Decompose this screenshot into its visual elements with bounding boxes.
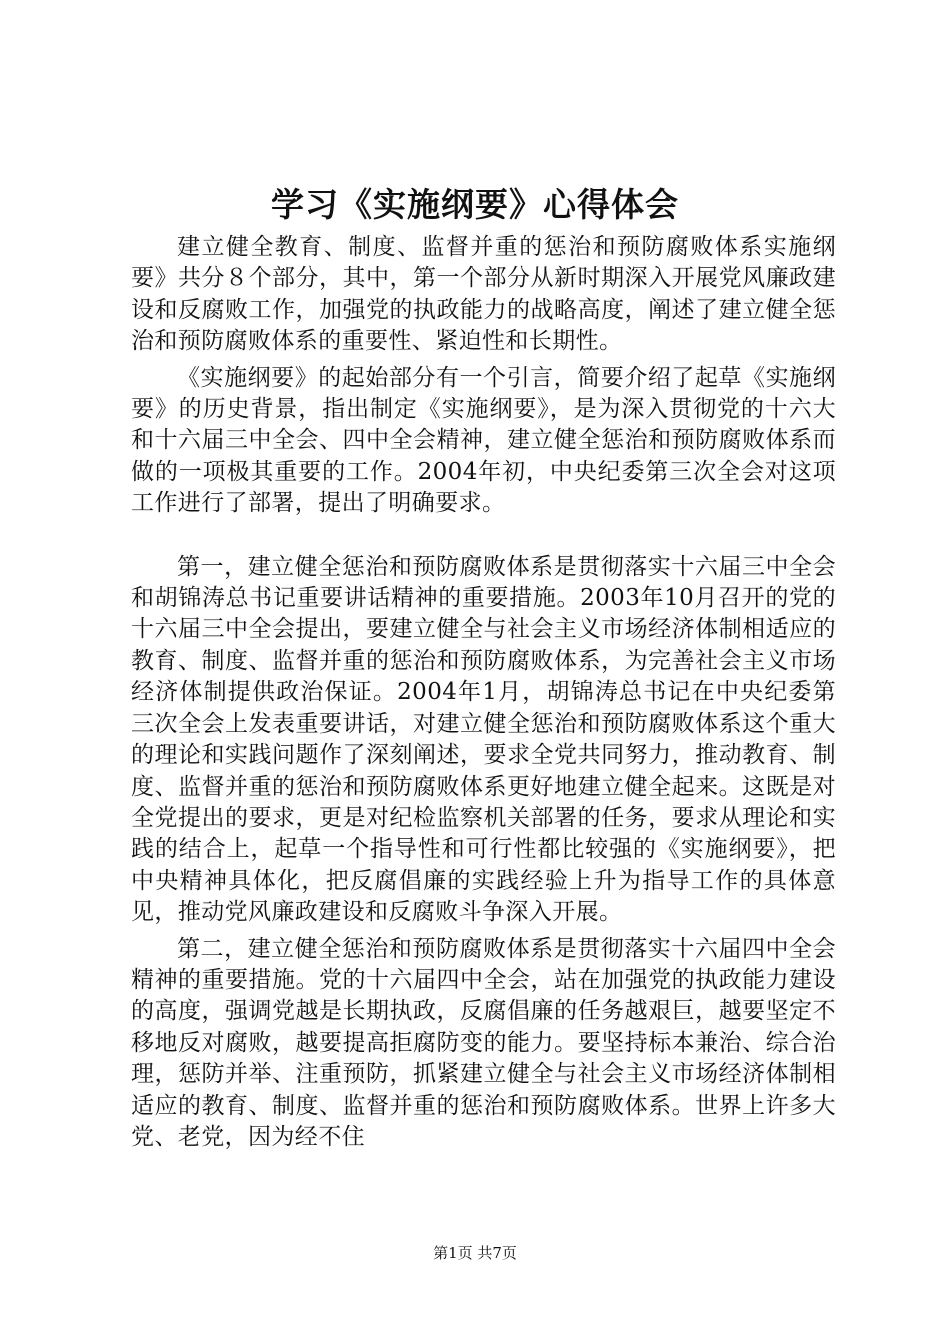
paragraph-first-point: 第一，建立健全惩治和预防腐败体系是贯彻落实十六届三中全会和胡锦涛总书记重要讲话精神的重要措施。2003年10月召开的党的十六届三中全会提出，要建立健全与社会主义市场经济体制相适应的教育、制度、监督并重的惩治和预防腐败体系，为完善社会主义市场经济体制提供政治保证。2004年1月，胡锦涛总书记在中央纪委第三次全会上发表重要讲话，对建立健全惩治和预防腐败体系这个重大的理论和实践问题作了深刻阐述，要求全党共同努力，推动教育、制度、监督并重的惩治和预防腐败体系更好地建立健全起来。这既是对全党提出的要求，更是对纪检监察机关部署的任务，要求从理论和实践的结合上，起草一个指导性和可行性都比较强的《实施纲要》，把中央精神具体化，把反腐倡廉的实践经验上升为指导工作的具体意见，推动党风廉政建设和反腐败斗争深入开展。 xyxy=(131,553,836,926)
page-number-footer: 第1页 共7页 xyxy=(433,1244,517,1262)
page-title: 学习《实施纲要》心得体会 xyxy=(271,185,679,224)
document-body xyxy=(131,232,836,1153)
paragraph-second-point: 第二，建立健全惩治和预防腐败体系是贯彻落实十六届四中全会精神的重要措施。党的十六届四中全会，站在加强党的执政能力建设的高度，强调党越是长期执政，反腐倡廉的任务越艰巨，越要坚定不移地反对腐败，越要提高拒腐防变的能力。要坚持标本兼治、综合治理，惩防并举、注重预防，抓紧建立健全与社会主义市场经济体制相适应的教育、制度、监督并重的惩治和预防腐败体系。世界上许多大党、老党，因为经不住 xyxy=(131,935,836,1150)
paragraph-intro: 建立健全教育、制度、监督并重的惩治和预防腐败体系实施纲要》共分８个部分，其中，第一个部分从新时期深入开展党风廉政建设和反腐败工作，加强党的执政能力的战略高度，阐述了建立健全惩治和预防腐败体系的重要性、紧迫性和长期性。 xyxy=(131,234,836,355)
paragraph-preface: 《实施纲要》的起始部分有一个引言，简要介绍了起草《实施纲要》的历史背景，指出制定《实施纲要》，是为深入贯彻党的十六大和十六届三中全会、四中全会精神，建立健全惩治和预防腐败体系而做的一项极其重要的工作。2004年初，中央纪委第三次全会对这项工作进行了部署，提出了明确要求。 xyxy=(131,364,836,517)
